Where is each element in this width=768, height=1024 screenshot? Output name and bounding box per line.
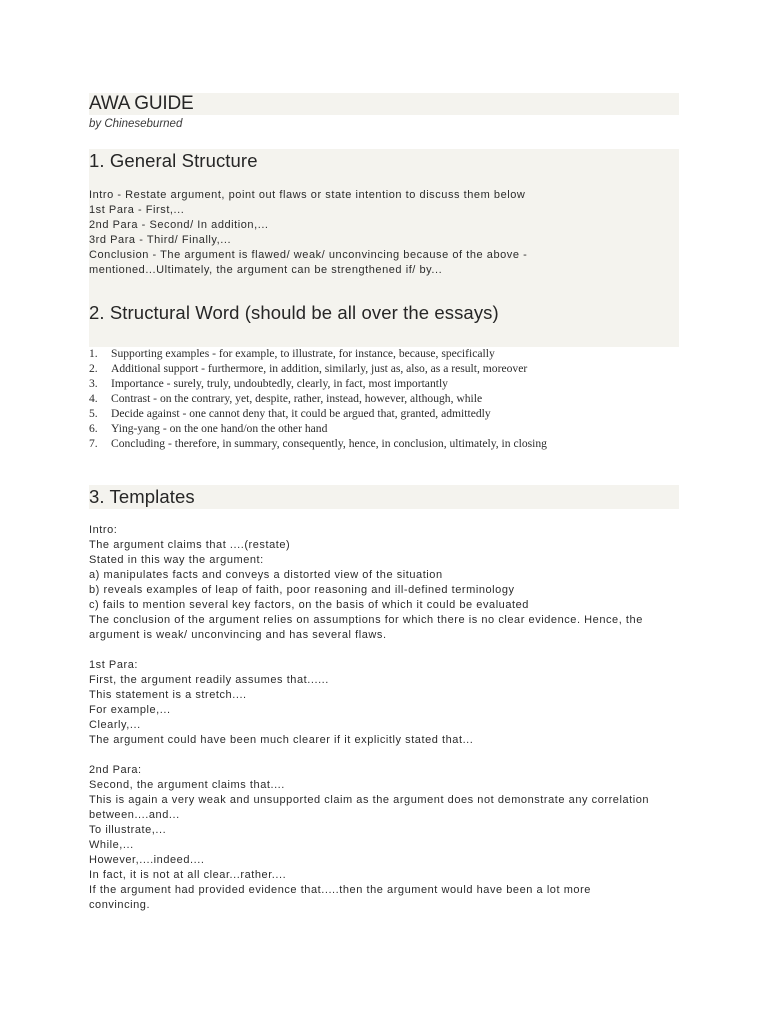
- list-item: [89, 391, 679, 406]
- list-number: 6.: [89, 422, 98, 435]
- template-line: First, the argument readily assumes that......: [89, 674, 329, 686]
- template-line: The argument could have been much clearer if it explicitly stated that...: [89, 734, 474, 746]
- list-item: [89, 361, 679, 376]
- document-byline: by Chineseburned: [89, 118, 183, 130]
- template-line: This statement is a stretch....: [89, 689, 247, 701]
- list-item: [89, 346, 679, 361]
- structure-line: 1st Para - First,...: [89, 204, 185, 216]
- template-line: Intro:: [89, 524, 118, 536]
- list-number: 3.: [89, 377, 98, 390]
- template-line: The argument claims that ....(restate): [89, 539, 291, 551]
- template-line: between....and...: [89, 809, 180, 821]
- list-text: Contrast - on the contrary, yet, despite, rather, instead, however, although, while: [111, 392, 483, 405]
- template-line: argument is weak/ unconvincing and has several flaws.: [89, 629, 387, 641]
- structure-line: Conclusion - The argument is flawed/ weak/ unconvincing because of the above -: [89, 249, 528, 261]
- structure-line: 3rd Para - Third/ Finally,...: [89, 234, 232, 246]
- templates-body: [89, 523, 679, 913]
- template-line: b) reveals examples of leap of faith, poor reasoning and ill-defined terminology: [89, 584, 515, 596]
- section-heading-general-structure: 1. General Structure: [89, 150, 258, 171]
- section-heading-templates: 3. Templates: [89, 486, 195, 507]
- template-line: While,...: [89, 839, 134, 851]
- list-number: 7.: [89, 437, 98, 450]
- template-line: In fact, it is not at all clear...rather....: [89, 869, 287, 881]
- template-line: 2nd Para:: [89, 764, 142, 776]
- list-text: Concluding - therefore, in summary, consequently, hence, in conclusion, ultimately, in closing: [111, 437, 547, 450]
- document-title: AWA GUIDE: [89, 93, 194, 114]
- template-line: If the argument had provided evidence that.....then the argument would have been a lot more: [89, 884, 591, 896]
- section-heading-structural-word: 2. Structural Word (should be all over the essays): [89, 302, 499, 323]
- template-line: Stated in this way the argument:: [89, 554, 264, 566]
- template-line: This is again a very weak and unsupported claim as the argument does not demonstrate any correlation: [89, 794, 650, 806]
- list-text: Supporting examples - for example, to illustrate, for instance, because, specifically: [111, 347, 495, 360]
- structural-word-list: [89, 346, 679, 451]
- template-line: The conclusion of the argument relies on assumptions for which there is no clear evidence. Hence, the: [89, 614, 643, 626]
- list-number: 2.: [89, 362, 98, 375]
- list-number: 4.: [89, 392, 98, 405]
- structure-line: 2nd Para - Second/ In addition,...: [89, 219, 269, 231]
- list-item: [89, 421, 679, 436]
- template-line: 1st Para:: [89, 659, 138, 671]
- list-item: [89, 406, 679, 421]
- list-item: [89, 436, 679, 451]
- template-line: Clearly,...: [89, 719, 141, 731]
- structure-line: Intro - Restate argument, point out flaws or state intention to discuss them below: [89, 189, 526, 201]
- list-text: Additional support - furthermore, in addition, similarly, just as, also, as a result, moreover: [111, 362, 528, 375]
- list-number: 1.: [89, 347, 98, 360]
- list-item: [89, 376, 679, 391]
- template-line: To illustrate,...: [89, 824, 167, 836]
- list-number: 5.: [89, 407, 98, 420]
- list-text: Ying-yang - on the one hand/on the other hand: [111, 422, 328, 435]
- general-structure-body: [89, 188, 679, 278]
- template-line: c) fails to mention several key factors, on the basis of which it could be evaluated: [89, 599, 529, 611]
- template-line: a) manipulates facts and conveys a distorted view of the situation: [89, 569, 443, 581]
- list-text: Importance - surely, truly, undoubtedly, clearly, in fact, most importantly: [111, 377, 448, 390]
- structure-line: mentioned...Ultimately, the argument can be strengthened if/ by...: [89, 264, 443, 276]
- template-line: However,....indeed....: [89, 854, 205, 866]
- list-text: Decide against - one cannot deny that, it could be argued that, granted, admittedly: [111, 407, 491, 420]
- template-line: convincing.: [89, 899, 151, 911]
- template-line: For example,...: [89, 704, 171, 716]
- template-line: Second, the argument claims that....: [89, 779, 285, 791]
